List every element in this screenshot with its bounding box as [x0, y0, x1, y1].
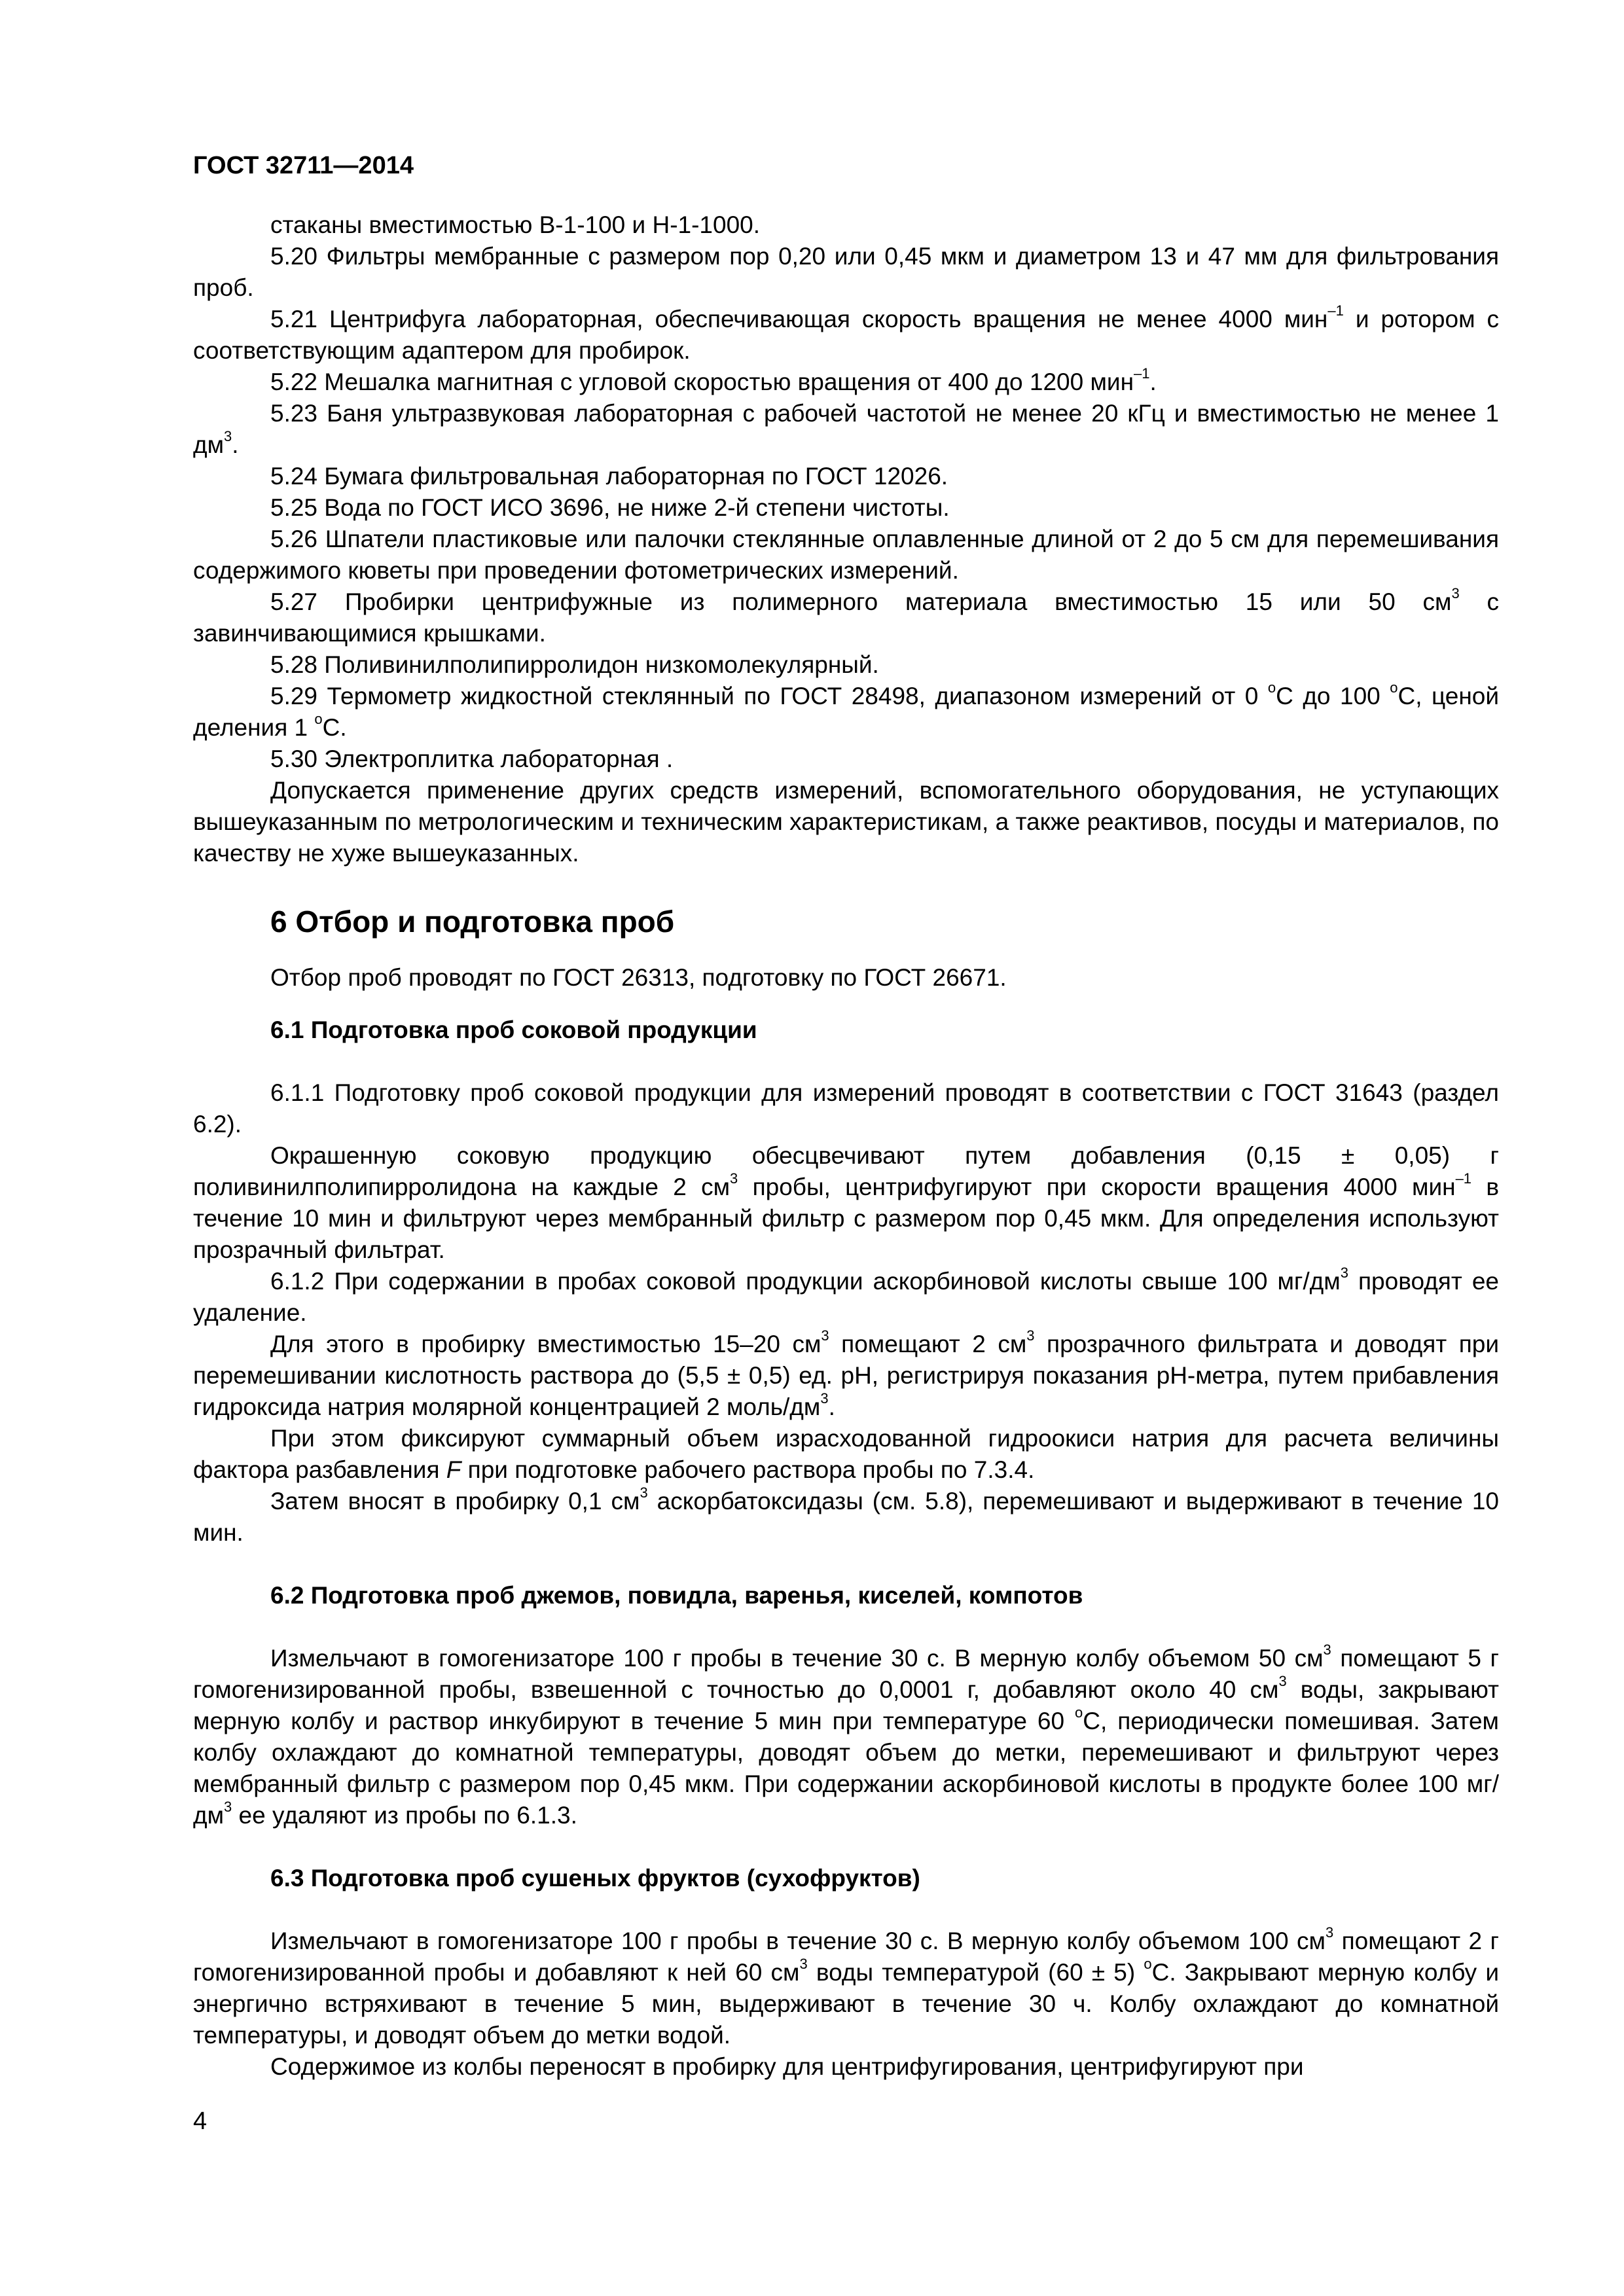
paragraph-dilution [193, 1423, 1499, 1486]
superscript: 3 [1451, 585, 1460, 601]
text: . [1149, 368, 1157, 395]
text: аскорбатоксидазы (см. 5.8), перемешивают и выдерживают в течение 10 мин. [193, 1488, 1499, 1546]
text: Допускается применение других средств измерений, вспомогательного оборудования, не уступающих вышеуказанным по метрологическим и техническим характеристикам, а также реактивов, посуды и материалов, по качеству не хуже вышеуказанных. [193, 777, 1499, 867]
degree-sign: o [314, 711, 323, 727]
spacer [193, 1046, 1499, 1077]
paragraph-5-22 [193, 367, 1499, 398]
degree-sign: o [1267, 679, 1276, 696]
text: С, ценой деления 1 [193, 683, 1500, 741]
text: С. [322, 714, 347, 741]
text: стаканы вместимостью В-1-100 и Н-1-1000. [270, 211, 761, 238]
text: . [232, 431, 239, 458]
paragraph-5-30 [193, 744, 1499, 775]
text: Содержимое из колбы переносят в пробирку для центрифугирования, центрифугируют при [270, 2053, 1304, 2080]
text: Измельчают в гомогенизаторе 100 г пробы в течение 30 с. В мерную колбу объемом 50 см [270, 1645, 1324, 1672]
text: . [828, 1393, 835, 1420]
text: С. Закрывают мерную колбу и энергично встряхивают в течение 5 мин, выдерживают в течение 30 ч. Колбу охлаждают до комнатной температуры, и доводят объем до метки водой. [193, 1959, 1499, 2049]
subsection-heading-6-2: 6.2 Подготовка проб джемов, повидла, варенья, киселей, компотов [270, 1582, 1083, 1609]
degree-sign: o [1075, 1704, 1083, 1721]
paragraph-5-25 [193, 492, 1499, 524]
subsection-heading-6-3: 6.3 Подготовка проб сушеных фруктов (сухофруктов) [270, 1865, 920, 1892]
spacer [193, 994, 1499, 1014]
text: 5.26 Шпатели пластиковые или палочки стеклянные оплавленные длиной от 2 до 5 см для перемешивания содержимого кюветы при проведении фотометрических измерений. [193, 526, 1499, 584]
paragraph-ph-adjust [193, 1329, 1499, 1423]
paragraph-sampling [193, 962, 1499, 994]
superscript: 3 [640, 1484, 648, 1501]
superscript: 3 [1026, 1327, 1035, 1344]
text: и ротором с соответствующим адаптером для пробирок. [193, 306, 1499, 364]
text: Отбор проб проводят по ГОСТ 26313, подготовку по ГОСТ 26671. [270, 964, 1007, 991]
text: 5.27 Пробирки центрифужные из полимерного материала вместимостью 15 или 50 см [270, 588, 1452, 615]
text: Измельчают в гомогенизаторе 100 г пробы в течение 30 с. В мерную колбу объемом 100 см [270, 1928, 1326, 1954]
superscript: 3 [224, 428, 232, 444]
section-heading-6: 6 Отбор и подготовка проб [270, 905, 675, 939]
paragraph-6-1-2 [193, 1266, 1499, 1329]
paragraph-6-1-1 [193, 1077, 1499, 1140]
paragraph-5-21 [193, 304, 1499, 367]
superscript: 3 [1278, 1673, 1287, 1689]
superscript: 3 [1325, 1924, 1334, 1941]
document-body [193, 209, 1499, 2083]
paragraph [193, 209, 1499, 241]
paragraph-5-23 [193, 398, 1499, 461]
paragraph-5-26 [193, 524, 1499, 586]
superscript: –1 [1134, 365, 1150, 382]
text: помещают 2 г гомогенизированной пробы и добавляют к ней 60 см [193, 1928, 1499, 1986]
text: при подготовке рабочего раствора пробы по 7.3.4. [461, 1456, 1035, 1483]
text: С, периодически помешивая. Затем колбу охлаждают до комнатной температуры, доводят объем до метки, перемешивают и фильтруют через мембранный фильтр с размером пор 0,45 мкм. При содержании аскорбиновой кислоты в продукте более 100 мг/дм [193, 1708, 1499, 1829]
text: Затем вносят в пробирку 0,1 см [270, 1488, 640, 1515]
text: С до 100 [1276, 683, 1390, 709]
text: воды, закрывают мерную колбу и раствор инкубируют в течение 5 мин при температуре 60 [193, 1676, 1499, 1734]
text: 5.29 Термометр жидкостной стеклянный по ГОСТ 28498, диапазоном измерений от 0 [270, 683, 1268, 709]
superscript: 3 [820, 1390, 829, 1407]
superscript: 3 [224, 1799, 232, 1815]
text: При этом фиксируют суммарный объем израсходованной гидроокиси натрия для расчета величины фактора разбавления [193, 1425, 1499, 1483]
paragraph-centrifuge [193, 2051, 1499, 2083]
text: 5.23 Баня ультразвуковая лабораторная с рабочей частотой не менее 20 кГц и вместимостью не менее 1 дм [193, 400, 1499, 458]
spacer [193, 1894, 1499, 1926]
text: воды температурой (60 ± 5) [807, 1959, 1144, 1986]
spacer [193, 1549, 1499, 1580]
spacer [193, 1831, 1499, 1863]
text: 5.22 Мешалка магнитная с угловой скоростью вращения от 400 до 1200 мин [270, 368, 1134, 395]
paragraph-5-28 [193, 649, 1499, 681]
paragraph-note [193, 775, 1499, 869]
superscript: 3 [821, 1327, 829, 1344]
text: помещают 5 г гомогенизированной пробы, взвешенной с точностью до 0,0001 г, добавляют около 40 см [193, 1645, 1499, 1703]
spacer [193, 1611, 1499, 1643]
text: с завинчивающимися крышками. [193, 588, 1500, 647]
text: Окрашенную соковую продукцию обесцвечивают путем добавления (0,15 ± 0,05) г поливинилполипирролидона на каждые 2 см [193, 1142, 1499, 1200]
superscript: 3 [1323, 1641, 1331, 1658]
text: пробы, центрифугируют при скорости вращения 4000 мин [738, 1174, 1456, 1200]
superscript: 3 [1340, 1265, 1348, 1281]
text: 5.28 Поливинилполипирролидон низкомолекулярный. [270, 651, 879, 678]
variable-f: F [446, 1456, 461, 1483]
superscript: 3 [799, 1956, 808, 1972]
text: в течение 10 мин и фильтруют через мембранный фильтр с размером пор 0,45 мкм. Для определения используют прозрачный фильтрат. [193, 1174, 1500, 1263]
paragraph-oxidase [193, 1486, 1499, 1549]
degree-sign: o [1390, 679, 1398, 696]
document-header: ГОСТ 32711—2014 [193, 152, 414, 179]
page-number: 4 [193, 2108, 208, 2135]
text: 5.20 Фильтры мембранные с размером пор 0,20 или 0,45 мкм и диаметром 13 и 47 мм для фильтрования проб. [193, 243, 1499, 301]
subsection-heading-6-1: 6.1 Подготовка проб соковой продукции [270, 1016, 757, 1043]
superscript: –1 [1327, 302, 1344, 319]
text: прозрачного фильтрата и доводят при перемешивании кислотность раствора до (5,5 ± 0,5) ед. pH, регистрируя показания pH-метра, путем прибавления гидроксида натрия молярной концентрацией 2 моль/дм [193, 1331, 1499, 1420]
paragraph-5-29 [193, 681, 1499, 744]
superscript: 3 [730, 1170, 738, 1187]
text: 5.30 Электроплитка лабораторная . [270, 745, 674, 772]
text: 5.21 Центрифуга лабораторная, обеспечивающая скорость вращения не менее 4000 мин [270, 306, 1328, 332]
paragraph-5-24 [193, 461, 1499, 492]
text: 6.1.2 При содержании в пробах соковой продукции аскорбиновой кислоты свыше 100 мг/дм [270, 1268, 1341, 1295]
text: Для этого в пробирку вместимостью 15–20 см [270, 1331, 821, 1357]
text: помещают 2 см [829, 1331, 1027, 1357]
text: 5.25 Вода по ГОСТ ИСО 3696, не ниже 2-й степени чистоты. [270, 494, 950, 521]
superscript: –1 [1455, 1170, 1472, 1187]
text: проводят ее удаление. [193, 1268, 1500, 1326]
paragraph-jams [193, 1643, 1499, 1831]
spacer [193, 941, 1499, 962]
text: 6.1.1 Подготовку проб соковой продукции для измерений проводят в соответствии с ГОСТ 31643 (раздел 6.2). [193, 1079, 1499, 1138]
text: 5.24 Бумага фильтровальная лабораторная по ГОСТ 12026. [270, 463, 948, 490]
text: ее удаляют из пробы по 6.1.3. [232, 1802, 577, 1829]
paragraph-decolor [193, 1140, 1499, 1266]
paragraph-5-27 [193, 586, 1499, 649]
degree-sign: o [1144, 1956, 1152, 1972]
paragraph-5-20 [193, 241, 1499, 304]
paragraph-dried-fruits [193, 1926, 1499, 2051]
